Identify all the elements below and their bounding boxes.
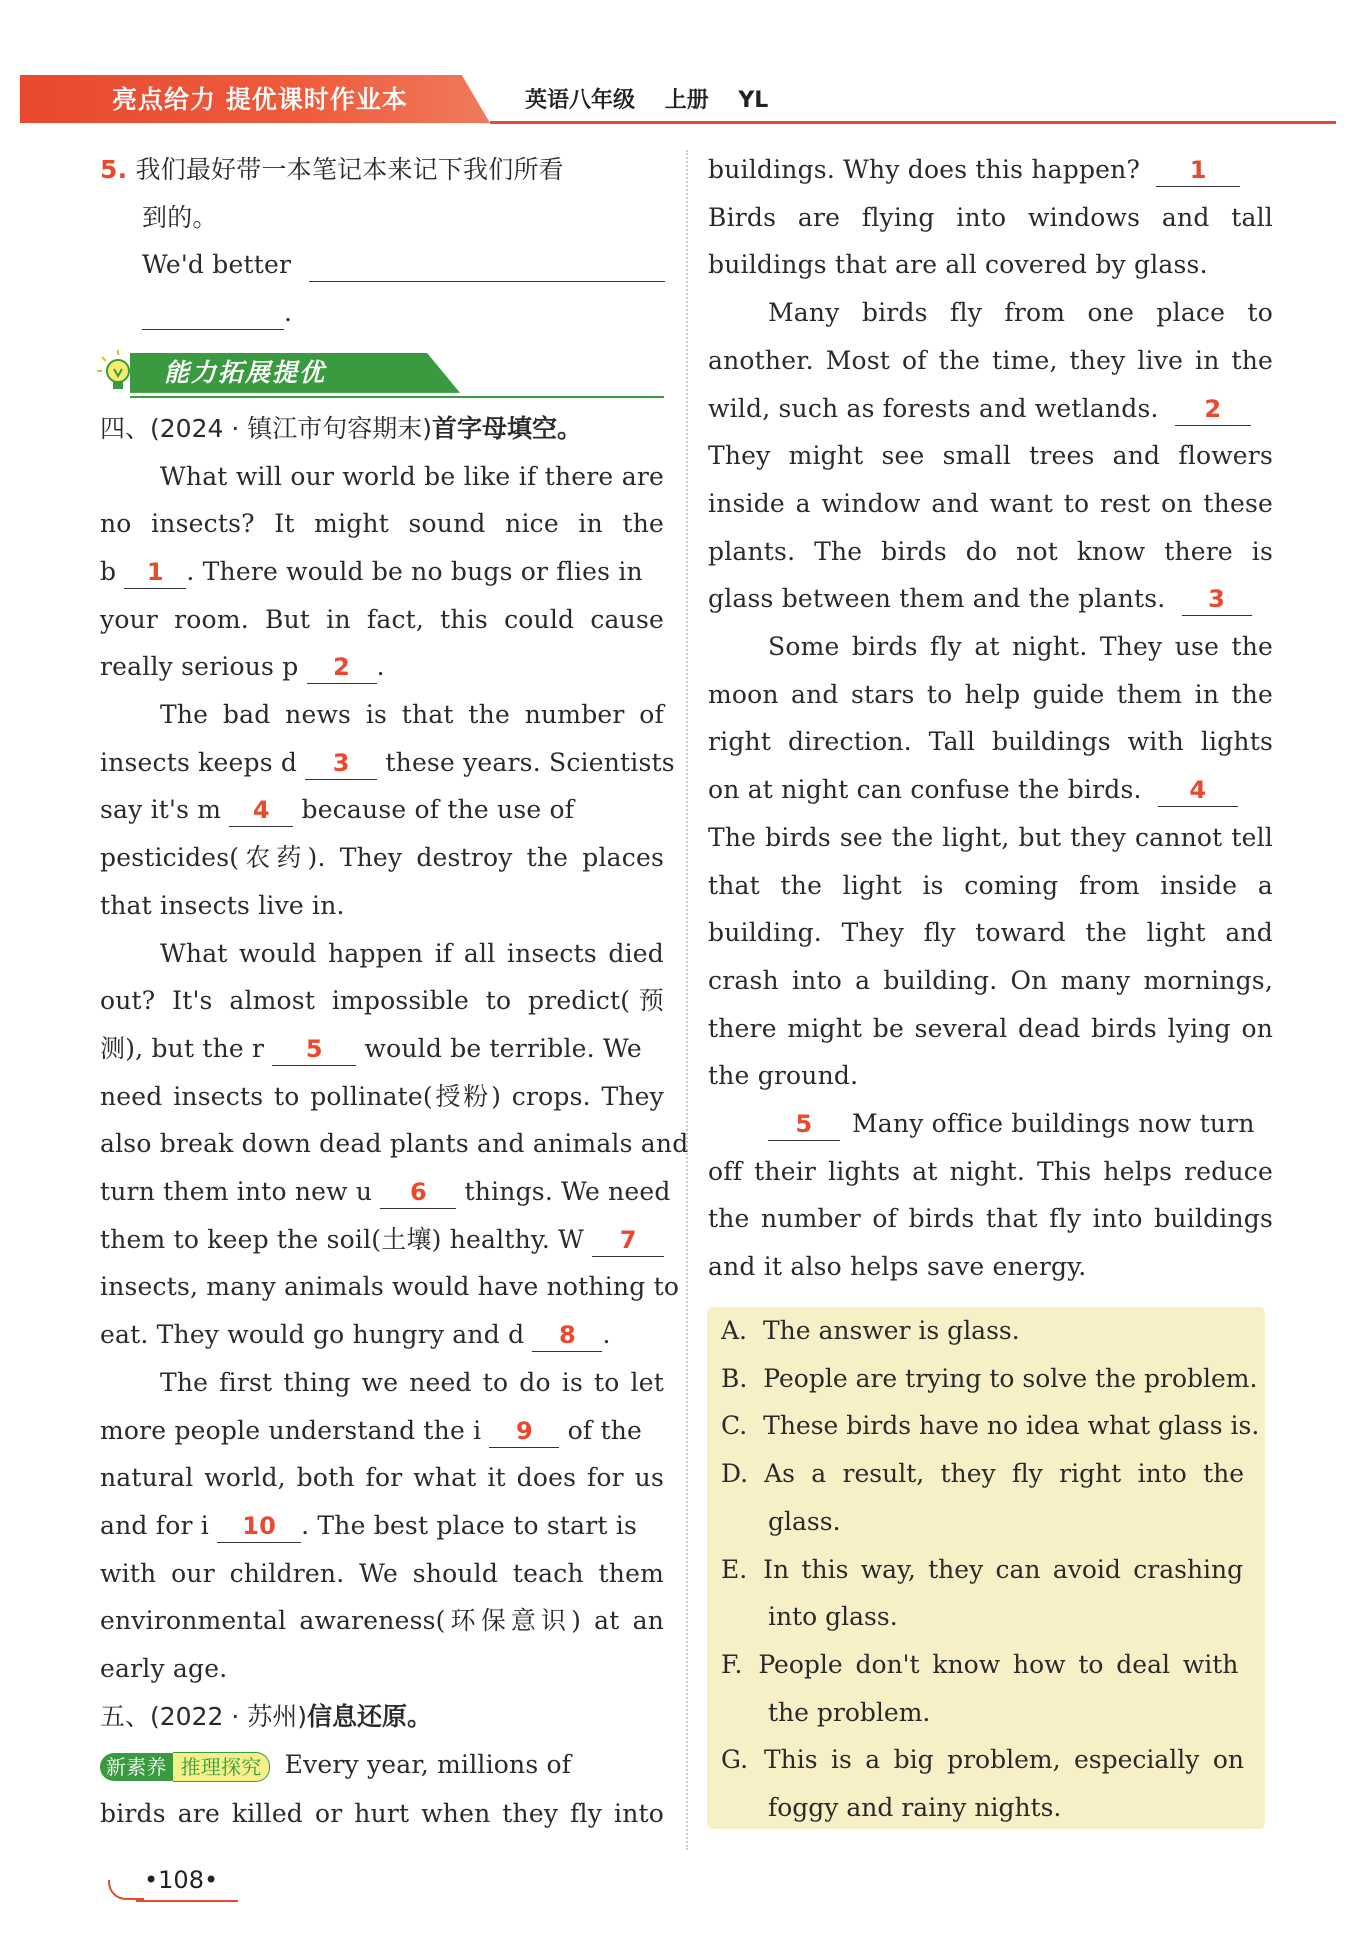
option-f-cont: the problem. [768, 1697, 931, 1727]
option-letter: E. [721, 1554, 748, 1584]
passage-line: early age. [100, 1654, 228, 1684]
passage-text: glass between them and the plants. [708, 584, 1166, 614]
q5-answer-line1 [100, 241, 664, 289]
passage-text: on at night can confuse the birds. [708, 775, 1142, 805]
option-letter: G. [721, 1745, 749, 1775]
answer-blank[interactable] [1158, 774, 1238, 807]
section4-title [100, 405, 664, 453]
blank-number: 4 [252, 796, 270, 825]
passage-line: there might be several dead birds lying on [708, 1013, 1273, 1043]
blank-number: 5 [305, 1034, 323, 1063]
q5-prompt-line1 [100, 146, 664, 194]
passage-line: another. Most of the time, they live in the [708, 345, 1273, 375]
passage-text: insects keeps d [100, 747, 298, 777]
left-column [100, 146, 689, 1838]
option-c[interactable] [721, 1402, 1259, 1450]
passage-line [708, 1100, 1273, 1148]
answer-blank[interactable] [1175, 393, 1251, 426]
blank-number: 2 [1204, 394, 1222, 423]
passage-text: buildings. Why does this happen? [708, 155, 1141, 184]
passage-line: buildings that are all covered by glass. [708, 250, 1208, 280]
right-column [708, 146, 1273, 1291]
passage-line: right direction. Tall buildings with lights [708, 727, 1273, 757]
passage-line: plants. The birds do not know there is [708, 536, 1273, 566]
answer-blank[interactable] [532, 1319, 602, 1352]
q5-end-punct: . [284, 298, 293, 328]
option-b[interactable] [721, 1355, 1257, 1403]
answer-blank[interactable] [229, 794, 293, 827]
passage-text: would be terrible. We [364, 1033, 642, 1063]
q5-number: 5. [100, 155, 128, 184]
option-text: In this way, they can avoid crashing [763, 1554, 1244, 1584]
passage-line: natural world, both for what it does for us [100, 1463, 664, 1493]
answer-blank[interactable] [307, 651, 377, 684]
option-letter: B. [721, 1363, 748, 1393]
passage-text: and for i [100, 1510, 209, 1540]
passage-line [708, 385, 1273, 433]
passage-line [708, 146, 1273, 194]
section5-title-prefix: 五、(2022 · 苏州) [100, 1701, 307, 1731]
option-a[interactable] [721, 1307, 1020, 1355]
passage-line [100, 786, 664, 834]
answer-blank[interactable] [305, 747, 377, 780]
passage-line [100, 1502, 664, 1550]
passage-line: the number of birds that fly into buildings [708, 1204, 1273, 1234]
passage-line: and it also helps save energy. [708, 1252, 1087, 1282]
answer-blank[interactable] [217, 1510, 301, 1543]
passage-line: environmental awareness(环保意识) at an [100, 1606, 664, 1636]
passage-line: the ground. [708, 1061, 859, 1091]
answer-blank[interactable] [272, 1033, 356, 1066]
option-text: As a result, they fly right into the [764, 1459, 1245, 1489]
blank-number: 3 [332, 748, 350, 777]
passage-text: Many office buildings now turn [852, 1109, 1255, 1139]
passage-line: out? It's almost impossible to predict(预 [100, 986, 664, 1016]
answer-blank[interactable] [124, 556, 186, 589]
option-text: People are trying to solve the problem. [763, 1363, 1258, 1393]
q5-prompt-line2: 到的。 [142, 202, 218, 232]
passage-line: They might see small trees and flowers [708, 441, 1273, 471]
tag-new-literacy: 新素养 [100, 1753, 173, 1781]
blank-number: 1 [146, 557, 164, 586]
section5-title [100, 1693, 664, 1741]
option-letter: C. [721, 1411, 748, 1441]
option-f[interactable] [721, 1641, 1238, 1689]
passage-line: inside a window and want to rest on these [708, 488, 1273, 518]
passage-line [100, 1311, 664, 1359]
passage-line: building. They fly toward the light and [708, 918, 1273, 948]
blank-number: 8 [558, 1321, 576, 1350]
passage-line: pesticides(农药). They destroy the places [100, 843, 664, 873]
option-d-cont: glass. [768, 1506, 841, 1536]
answer-blank[interactable] [489, 1415, 559, 1448]
blank-number: 4 [1189, 776, 1207, 805]
header-info [525, 84, 790, 118]
passage-line: insects, many animals would have nothing to [100, 1272, 680, 1302]
q5-answer-start: We'd better [142, 250, 292, 280]
blank-number: 7 [619, 1225, 637, 1254]
blank-number: 1 [1189, 156, 1207, 184]
answer-blank[interactable] [1182, 583, 1252, 616]
answer-blank[interactable] [592, 1224, 664, 1257]
header-edition: YL [738, 88, 769, 113]
passage-text: b [100, 556, 117, 586]
passage-line: What would happen if all insects died [160, 938, 664, 968]
section5-first-text: Every year, millions of [284, 1749, 572, 1779]
footer-curve-ornament [108, 1880, 144, 1900]
blank-number: 5 [795, 1110, 813, 1139]
section4-title-prefix: 四、(2024 · 镇江市句容期末) [100, 413, 432, 443]
option-e[interactable] [721, 1546, 1243, 1594]
section-banner [96, 345, 664, 401]
answer-blank[interactable] [768, 1108, 840, 1141]
blank-number: 10 [242, 1511, 277, 1540]
passage-line: also break down dead plants and animals and [100, 1129, 689, 1159]
passage-line: What will our world be like if there are [160, 461, 664, 491]
passage-line: moon and stars to help guide them in the [708, 679, 1273, 709]
footer-underline [136, 1900, 238, 1902]
header-subject: 英语八年级 [525, 88, 636, 113]
passage-line: Birds are flying into windows and tall [708, 202, 1273, 232]
option-text: The answer is glass. [762, 1316, 1020, 1345]
passage-line [708, 766, 1273, 814]
passage-line [100, 548, 664, 596]
passage-text: of the [567, 1415, 643, 1445]
passage-text: eat. They would go hungry and d [100, 1320, 525, 1350]
option-letter: A. [721, 1316, 748, 1345]
header-brand: 亮点给力 提优课时作业本 [112, 85, 408, 114]
passage-text: . [376, 652, 385, 682]
passage-text: more people understand the i [100, 1415, 482, 1445]
option-letter: D. [721, 1459, 749, 1489]
passage-line: crash into a building. On many mornings, [708, 965, 1273, 995]
section4-passage [100, 453, 689, 1693]
passage-line [100, 1168, 671, 1216]
passage-line: The bad news is that the number of [160, 700, 664, 730]
passage-line [100, 1025, 664, 1073]
passage-line: your room. But in fact, this could cause [100, 604, 664, 634]
option-g-cont: foggy and rainy nights. [768, 1793, 1062, 1822]
passage-line: that insects live in. [100, 890, 345, 920]
passage-line: need insects to pollinate(授粉) crops. They [100, 1081, 664, 1111]
passage-line: The first thing we need to do is to let [160, 1367, 664, 1397]
passage-line [100, 739, 675, 787]
passage-text: . [602, 1320, 611, 1350]
passage-line: The birds see the light, but they cannot tell [708, 822, 1273, 852]
section5-first-line [100, 1741, 664, 1790]
passage-text: really serious p [100, 652, 299, 682]
option-text: This is a big problem, especially on [763, 1745, 1244, 1775]
passage-text: turn them into new u [100, 1177, 373, 1207]
option-letter: F. [721, 1649, 743, 1679]
blank-number: 3 [1208, 585, 1226, 614]
passage-line: no insects? It might sound nice in the [100, 509, 664, 539]
passage-text: 测), but the r [100, 1033, 265, 1063]
section4-title-bold: 首字母填空。 [431, 413, 582, 443]
banner-rule [130, 396, 664, 398]
q5-answer-line2 [100, 289, 664, 337]
q5-answer-blank-2[interactable] [142, 297, 284, 330]
q5-answer-blank[interactable] [309, 249, 665, 282]
tag-reasoning: 推理探究 [173, 1752, 271, 1782]
option-g[interactable] [721, 1736, 1244, 1784]
passage-line: Many birds fly from one place to [768, 298, 1273, 328]
passage-line: with our children. We should teach them [100, 1558, 664, 1588]
answer-blank[interactable] [380, 1176, 456, 1209]
passage-text: things. We need [464, 1177, 671, 1207]
blank-number: 9 [516, 1416, 533, 1445]
passage-line [100, 643, 664, 691]
header-rule [490, 121, 1336, 124]
option-text: People don't know how to deal with [758, 1649, 1239, 1679]
column-divider [686, 150, 688, 1850]
passage-text: them to keep the soil(土壤) healthy. W [100, 1224, 585, 1254]
passage-text: . The best place to start is [301, 1510, 637, 1540]
passage-text: these years. Scientists [385, 747, 675, 777]
passage-line [708, 575, 1273, 623]
option-e-cont: into glass. [768, 1602, 898, 1632]
option-text: These birds have no idea what glass is. [763, 1411, 1260, 1441]
passage-text: . There would be no bugs or flies in [186, 556, 643, 586]
page-number-footer [108, 1862, 236, 1902]
blank-number: 2 [333, 653, 351, 682]
q5-prompt: 我们最好带一本笔记本来记下我们所看 [135, 155, 564, 184]
header-volume: 上册 [664, 88, 709, 113]
answer-blank[interactable] [1156, 154, 1240, 187]
banner-title: 能力拓展提优 [164, 357, 327, 387]
passage-line: Some birds fly at night. They use the [768, 632, 1273, 662]
passage-line [100, 1407, 664, 1455]
section5-tags [100, 1742, 270, 1790]
passage-line: off their lights at night. This helps reduce [708, 1156, 1273, 1186]
passage-text: because of the use of [301, 795, 575, 825]
page-number: •108• [144, 1866, 219, 1894]
passage-line: that the light is coming from inside a [708, 870, 1273, 900]
passage-text: wild, such as forests and wetlands. [708, 393, 1159, 423]
options-box [707, 1307, 1265, 1829]
option-d[interactable] [721, 1450, 1244, 1498]
blank-number: 6 [409, 1178, 427, 1207]
section5-title-bold: 信息还原。 [306, 1701, 432, 1731]
passage-line [100, 1216, 664, 1264]
passage-text: say it's m [100, 795, 222, 825]
section5-second-line: birds are killed or hurt when they fly into [100, 1798, 664, 1828]
